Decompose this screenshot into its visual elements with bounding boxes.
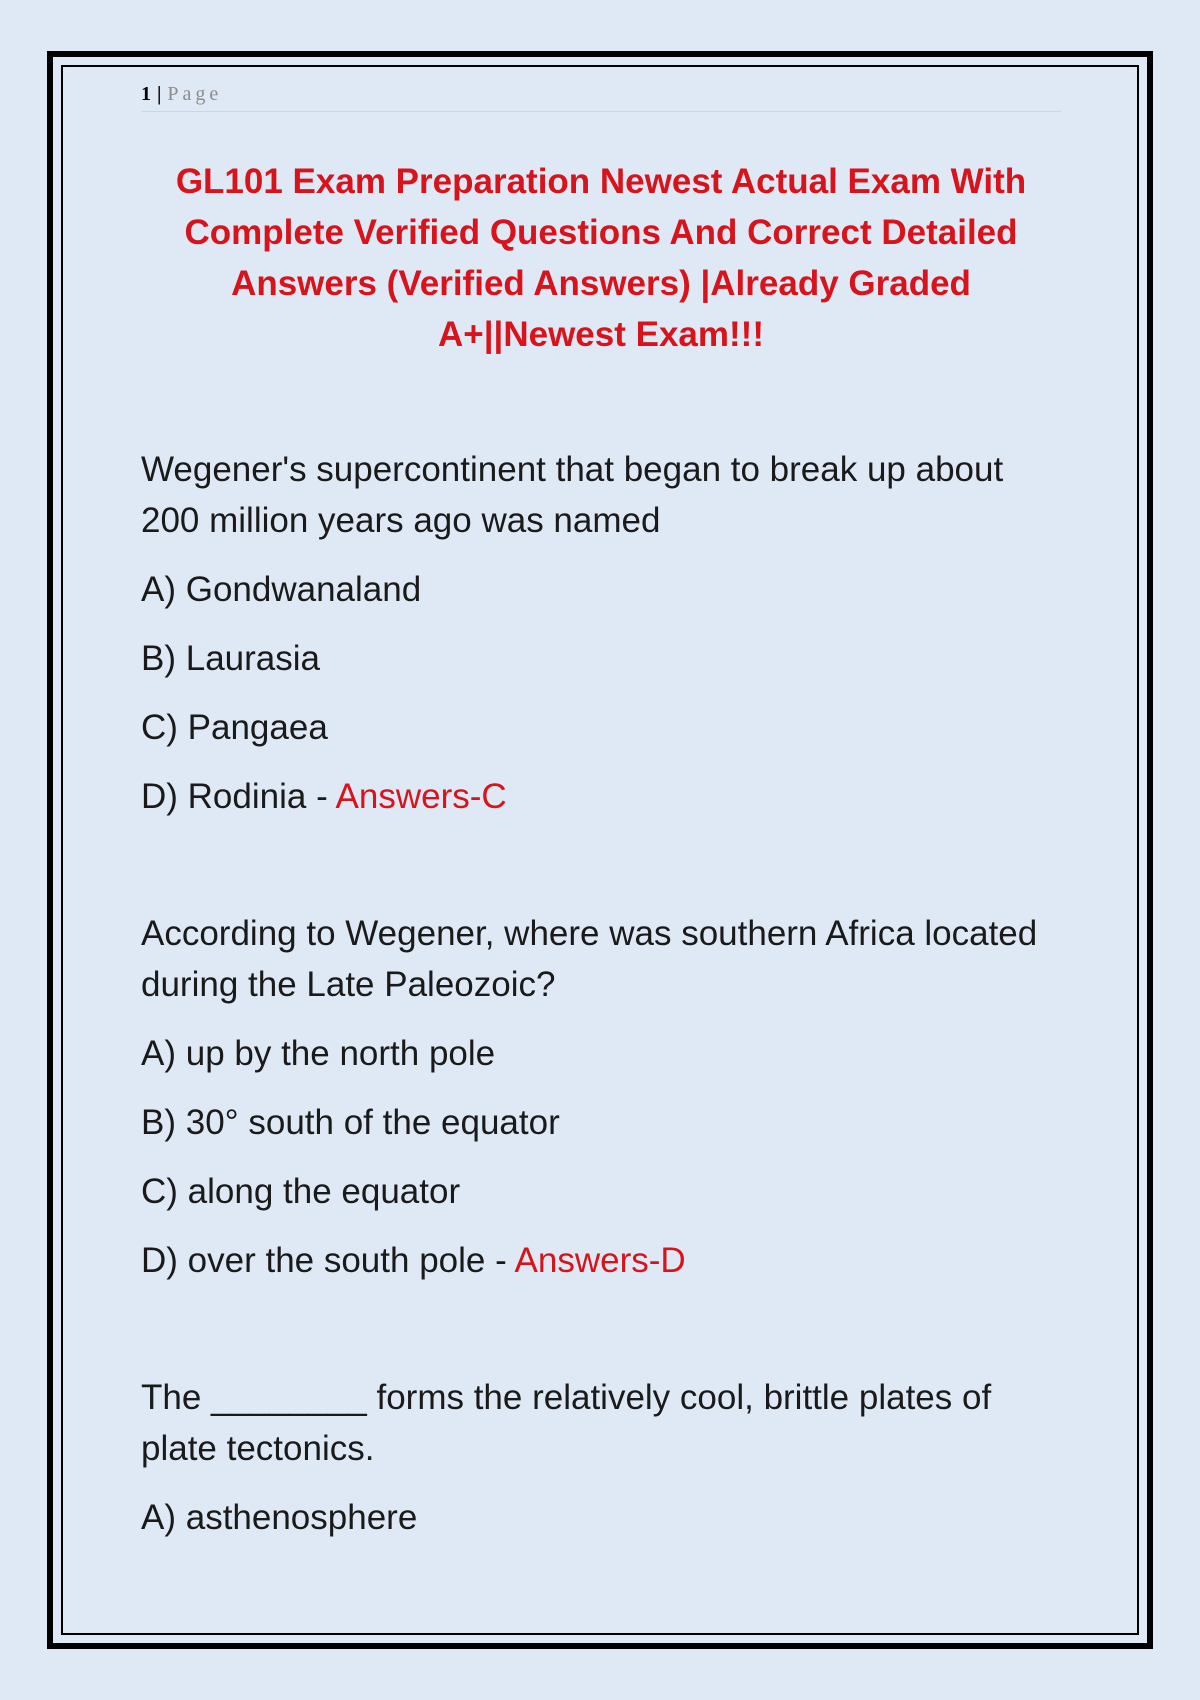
title-line: GL101 Exam Preparation Newest Actual Exam With bbox=[175, 162, 1027, 201]
question-text bbox=[141, 1372, 1061, 1474]
question-text bbox=[141, 908, 1061, 1010]
option-c: C) along the equator bbox=[141, 1172, 461, 1211]
option-d-text: D) over the south pole - bbox=[141, 1241, 515, 1280]
option-a: A) asthenosphere bbox=[141, 1498, 418, 1537]
answer-key: Answers-C bbox=[335, 777, 507, 816]
page-number: 1 bbox=[141, 83, 151, 105]
question-text-line: plate tectonics. bbox=[141, 1429, 375, 1468]
question-1 bbox=[141, 444, 1061, 822]
question-3 bbox=[141, 1372, 1061, 1543]
title-line: Complete Verified Questions And Correct Detailed bbox=[184, 213, 1018, 252]
question-2 bbox=[141, 908, 1061, 1286]
question-text-line: The ________ forms the relatively cool, brittle plates of bbox=[141, 1378, 992, 1417]
title-line: Answers (Verified Answers) |Already Graded bbox=[231, 264, 971, 303]
answer-key: Answers-D bbox=[514, 1241, 686, 1280]
option-b: B) 30° south of the equator bbox=[141, 1103, 560, 1142]
question-text-line: Wegener's supercontinent that began to break up about bbox=[141, 450, 1004, 489]
option-b: B) Laurasia bbox=[141, 639, 320, 678]
question-text bbox=[141, 444, 1061, 546]
page-header bbox=[141, 80, 1061, 112]
question-text-line: According to Wegener, where was southern Africa located bbox=[141, 914, 1038, 953]
question-text-line: 200 million years ago was named bbox=[141, 501, 661, 540]
option-d bbox=[141, 771, 1061, 822]
option-d bbox=[141, 1235, 1061, 1286]
page-content bbox=[141, 80, 1061, 1543]
page-separator: | bbox=[157, 83, 162, 105]
option-a: A) up by the north pole bbox=[141, 1034, 496, 1073]
option-d-text: D) Rodinia - bbox=[141, 777, 336, 816]
option-c: C) Pangaea bbox=[141, 708, 328, 747]
page-label: Page bbox=[167, 83, 223, 105]
title-line: A+||Newest Exam!!! bbox=[438, 315, 764, 354]
document-title bbox=[141, 156, 1061, 360]
option-a: A) Gondwanaland bbox=[141, 570, 422, 609]
question-text-line: during the Late Paleozoic? bbox=[141, 965, 556, 1004]
